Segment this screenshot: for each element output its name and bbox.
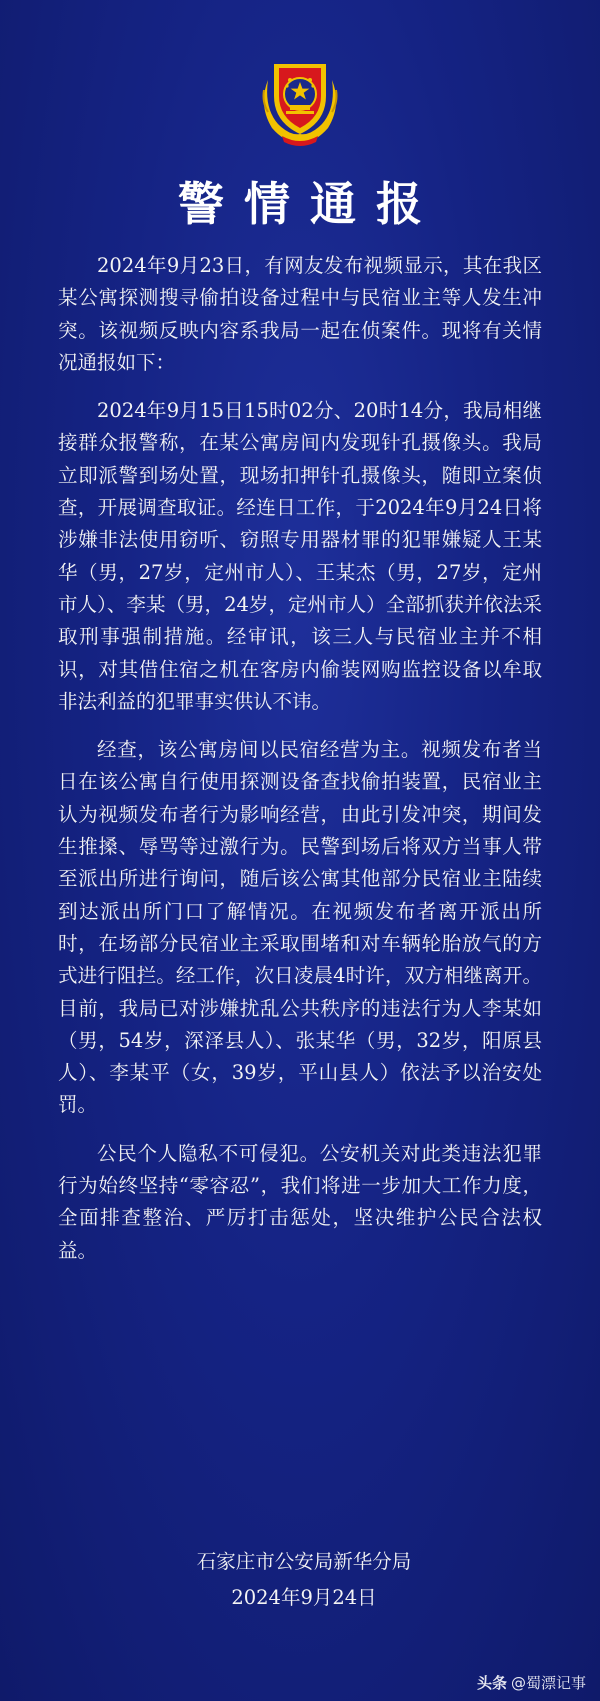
signature-block: [0, 1544, 600, 1616]
paragraph: 经查，该公寓房间以民宿经营为主。视频发布者当日在该公寓自行使用探测设备查找偷拍装置，民宿业主认为视频发布者行为影响经营，由此引发冲突，期间发生推搡、辱骂等过激行为。民警到场后将双方当事人带至派出所进行询问，随后该公寓其他部分民宿业主陆续到达派出所门口了解情况。在视频发布者离开派出所时，在场部分民宿业主采取围堵和对车辆轮胎放气的方式进行阻拦。经工作，次日凌晨4时许，双方相继离开。目前，我局已对涉嫌扰乱公共秩序的违法行为人李某如（男，54岁，深泽县人）、张某华（男，32岁，阳原县人）、李某平（女，39岁，平山县人）依法予以治安处罚。: [58, 738, 542, 1117]
paragraph: 公民个人隐私不可侵犯。公安机关对此类违法犯罪行为始终坚持“零容忍”，我们将进一步加大工作力度，全面排查整治、严厉打击惩处，坚决维护公民合法权益。: [58, 1141, 542, 1262]
paragraph: 2024年9月23日，有网友发布视频显示，其在我区某公寓探测搜寻偷拍设备过程中与民宿业主等人发生冲突。该视频反映内容系我局一起在侦案件。现将有关情况通报如下：: [58, 254, 542, 374]
watermark: [477, 1672, 586, 1693]
notice-title: 警情通报: [178, 177, 442, 231]
notice-body: [58, 250, 542, 1283]
watermark-account: @蜀漂记事: [510, 1674, 586, 1692]
watermark-brand: 头条: [476, 1674, 507, 1692]
issue-date: 2024年9月24日: [231, 1586, 377, 1609]
issuer-name: 石家庄市公安局新华分局: [196, 1550, 412, 1573]
police-emblem-icon: [250, 50, 350, 150]
paragraph: 2024年9月15日15时02分、20时14分，我局相继接群众报警称，在某公寓房间内发现针孔摄像头。我局立即派警到场处置，现场扣押针孔摄像头，随即立案侦查，开展调查取证。经连日工作，于2024年9月24日将涉嫌非法使用窃听、窃照专用器材罪的犯罪嫌疑人王某华（男，27岁，定州市人）、王某杰（男，27岁，定州市人）、李某（男，24岁，定州市人）全部抓获并依法采取刑事强制措施。经审讯，该三人与民宿业主并不相识，对其借住宿之机在客房内偷装网购监控设备以牟取非法利益的犯罪事实供认不讳。: [58, 399, 542, 713]
